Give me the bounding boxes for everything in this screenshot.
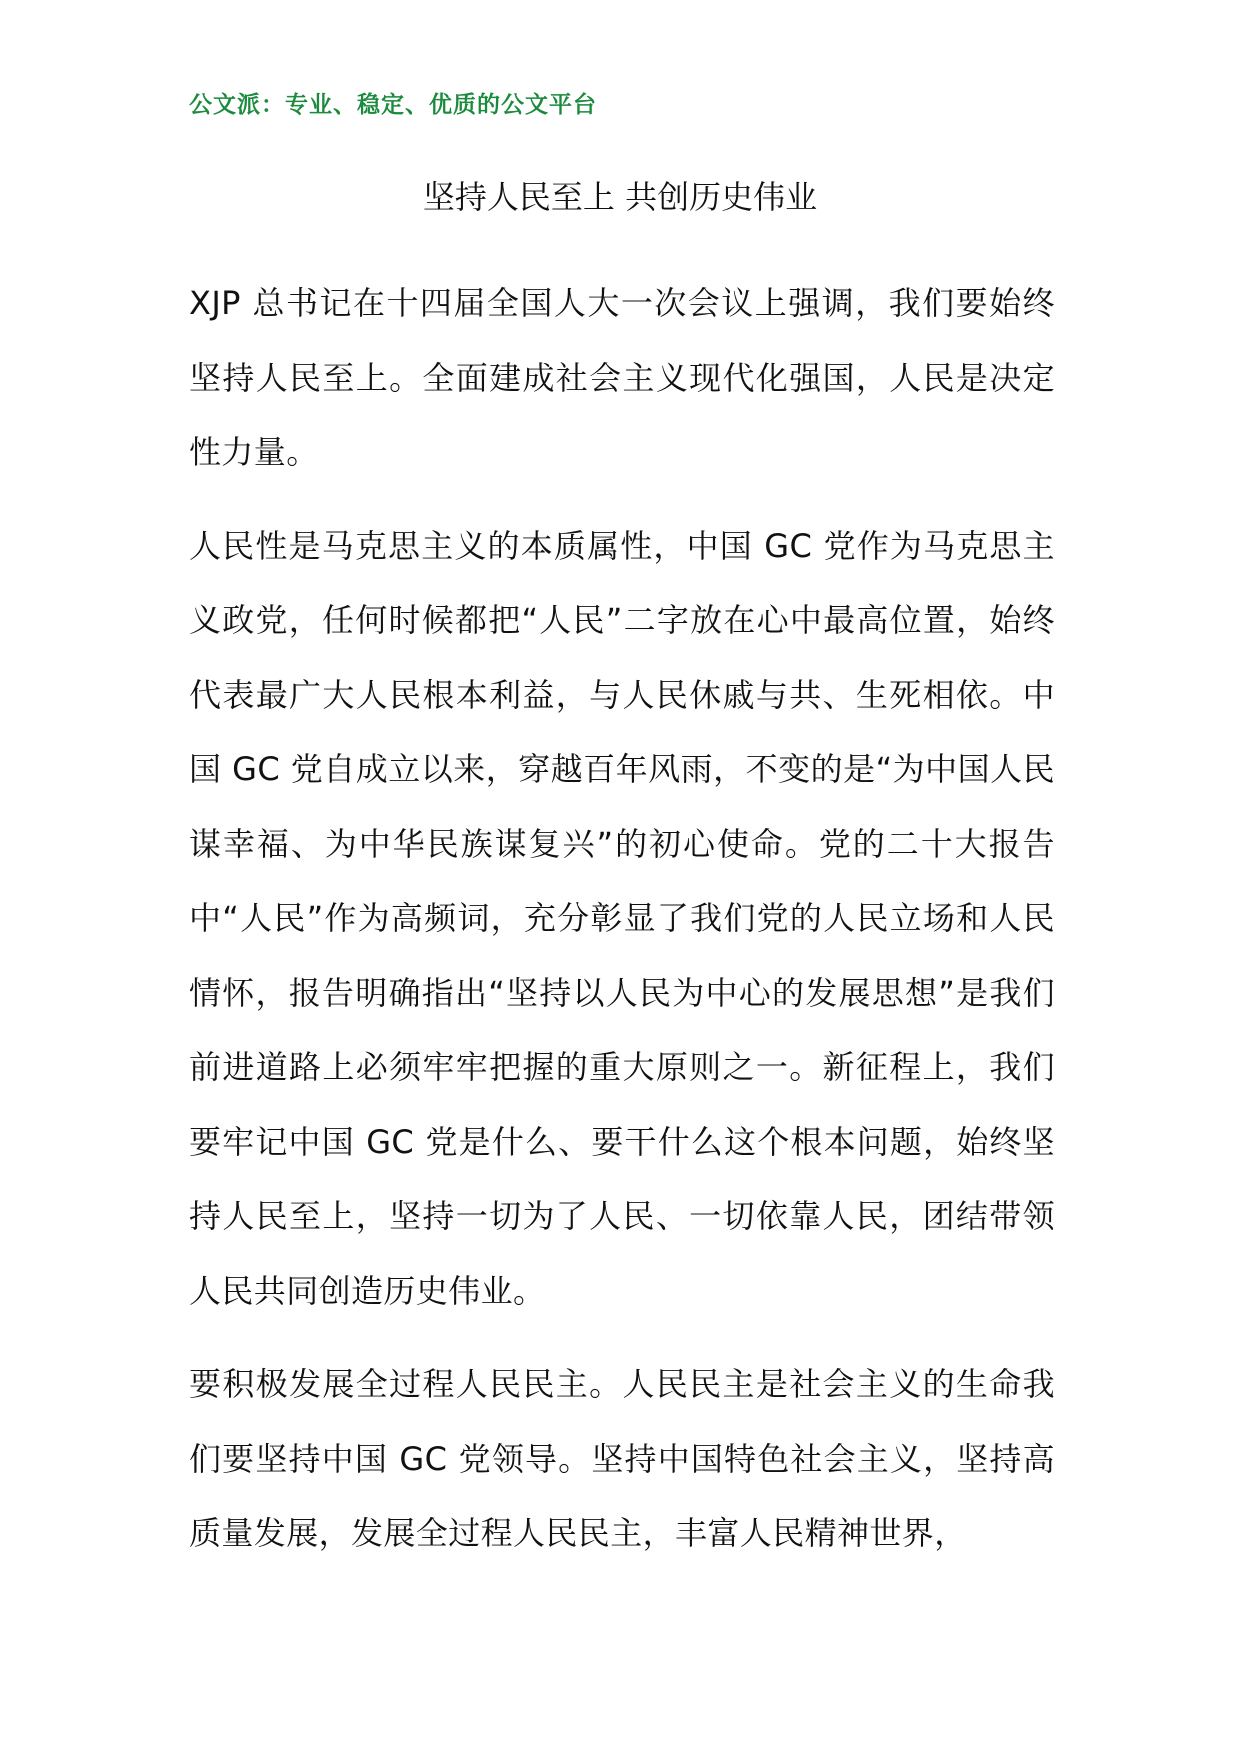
page-title: 坚持人民至上 共创历史伟业 bbox=[422, 178, 818, 216]
document-body bbox=[189, 266, 1055, 1590]
paragraph-3: 要积极发展全过程人民民主。人民民主是社会主义的生命我们要坚持中国 GC 党领导。坚持中国特色社会主义，坚持高质量发展，发展全过程人民民主，丰富人民精神世界， bbox=[189, 1365, 1055, 1552]
paragraph-2: 人民性是马克思主义的本质属性，中国 GC 党作为马克思主义政党，任何时候都把“人民”二字放在心中最高位置，始终代表最广大人民根本利益，与人民休戚与共、生死相依。中国 GC 党自成立以来，穿越百年风雨，不变的是“为中国人民谋幸福、为中华民族谋复兴”的初心使命。党的二十大报告中“人民”作为高频词，充分彰显了我们党的人民立场和人民情怀，报告明确指出“坚持以人民为中心的发展思想”是我们前进道路上必须牢牢把握的重大原则之一。新征程上，我们要牢记中国 GC 党是什么、要干什么这个根本问题，始终坚持人民至上，坚持一切为了人民、一切依靠人民，团结带领人民共同创造历史伟业。 bbox=[189, 526, 1055, 1310]
paragraph-1: XJP 总书记在十四届全国人大一次会议上强调，我们要始终坚持人民至上。全面建成社会主义现代化强国，人民是决定性力量。 bbox=[189, 284, 1055, 471]
header-brand: 公文派：专业、稳定、优质的公文平台 bbox=[189, 92, 597, 118]
